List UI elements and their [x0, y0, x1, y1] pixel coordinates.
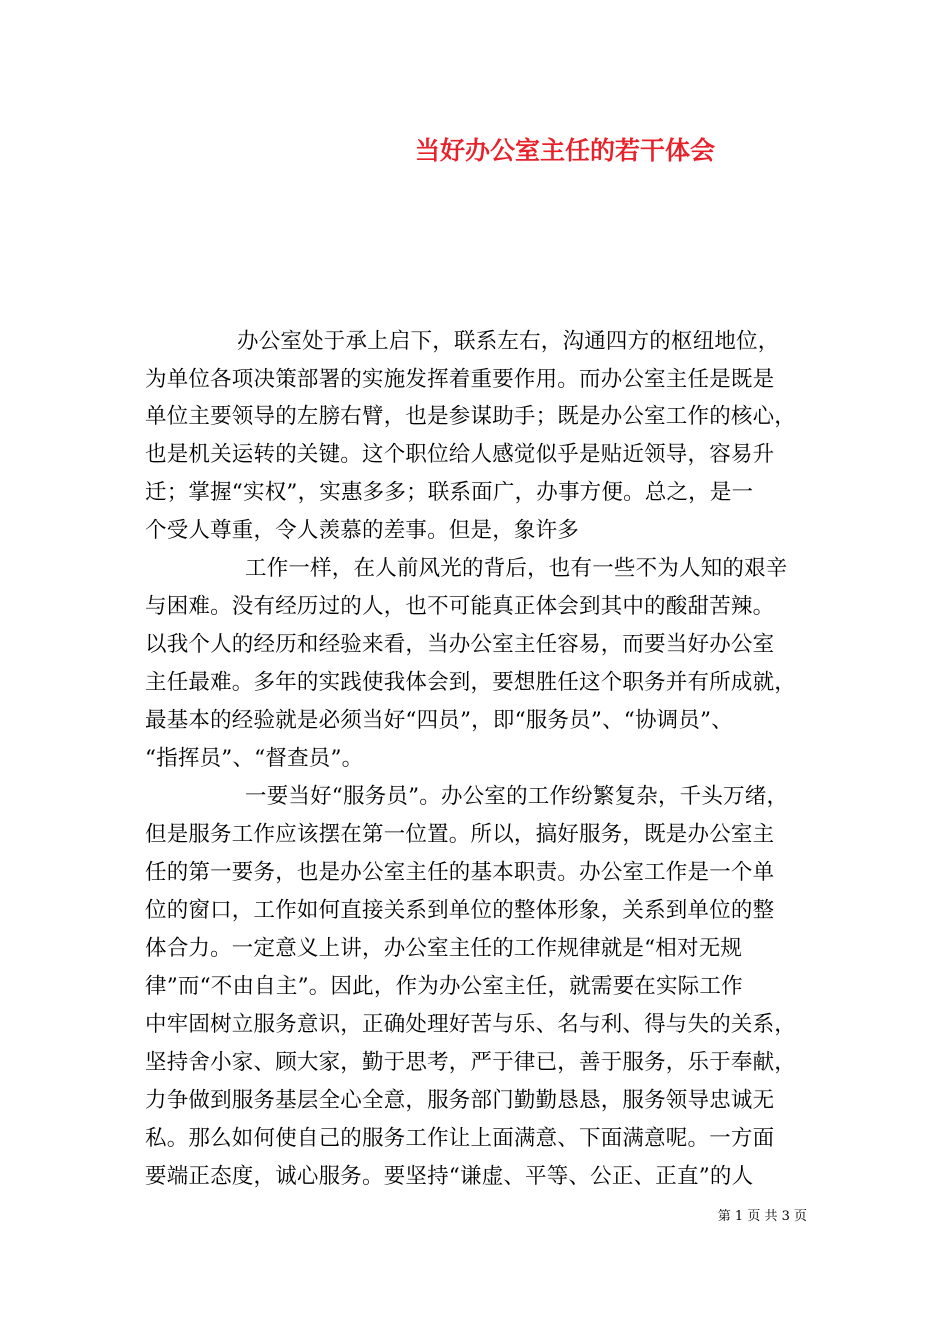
body-line: 中牢固树立服务意识，正确处理好苦与乐、名与利、得与失的关系， — [145, 1012, 797, 1037]
document-title: 当好办公室主任的若干体会 — [414, 136, 715, 165]
body-line: 以我个人的经历和经验来看，当办公室主任容易，而要当好办公室 — [145, 632, 775, 657]
body-line: 一要当好“服务员”。办公室的工作纷繁复杂，千头万绪， — [245, 784, 789, 809]
body-line: 私。那么如何使自己的服务工作让上面满意、下面满意呢。一方面 — [145, 1126, 775, 1151]
body-line: 也是机关运转的关键。这个职位给人感觉似乎是贴近领导，容易升 — [145, 442, 775, 467]
body-line: 任的第一要务，也是办公室主任的基本职责。办公室工作是一个单 — [145, 860, 775, 885]
body-line: 与困难。没有经历过的人，也不可能真正体会到其中的酸甜苦辣。 — [145, 594, 775, 619]
body-line: 办公室处于承上启下，联系左右，沟通四方的枢纽地位， — [237, 329, 780, 354]
body-line: 工作一样，在人前风光的背后，也有一些不为人知的艰辛 — [245, 556, 788, 581]
body-line: 单位主要领导的左膀右臂，也是参谋助手；既是办公室工作的核心， — [145, 404, 797, 429]
body-line: 迁；掌握“实权”，实惠多多；联系面广，办事方便。总之，是一 — [145, 480, 754, 505]
body-line: “指挥员”、“督查员”。 — [145, 746, 364, 771]
page-number: 第 1 页 共 3 页 — [717, 1209, 807, 1224]
body-line: 最基本的经验就是必须当好“四员”，即“服务员”、“协调员”、 — [145, 708, 733, 733]
body-line: 要端正态度，诚心服务。要坚持“谦虚、平等、公正、正直”的人 — [145, 1164, 754, 1189]
body-line: 但是服务工作应该摆在第一位置。所以，搞好服务，既是办公室主 — [145, 822, 775, 847]
body-line: 主任最难。多年的实践使我体会到，要想胜任这个职务并有所成就， — [145, 670, 797, 695]
body-line: 律”而“不由自主”。因此，作为办公室主任，就需要在实际工作 — [145, 974, 743, 999]
body-line: 为单位各项决策部署的实施发挥着重要作用。而办公室主任是既是 — [145, 367, 775, 392]
body-line: 体合力。一定意义上讲，办公室主任的工作规律就是“相对无规 — [145, 936, 743, 961]
body-line: 位的窗口，工作如何直接关系到单位的整体形象，关系到单位的整 — [145, 898, 775, 923]
body-line: 个受人尊重，令人羡慕的差事。但是，象许多 — [145, 518, 580, 543]
body-line: 坚持舍小家、顾大家，勤于思考，严于律已，善于服务，乐于奉献， — [145, 1050, 797, 1075]
body-line: 力争做到服务基层全心全意，服务部门勤勤恳恳，服务领导忠诚无 — [145, 1088, 775, 1113]
